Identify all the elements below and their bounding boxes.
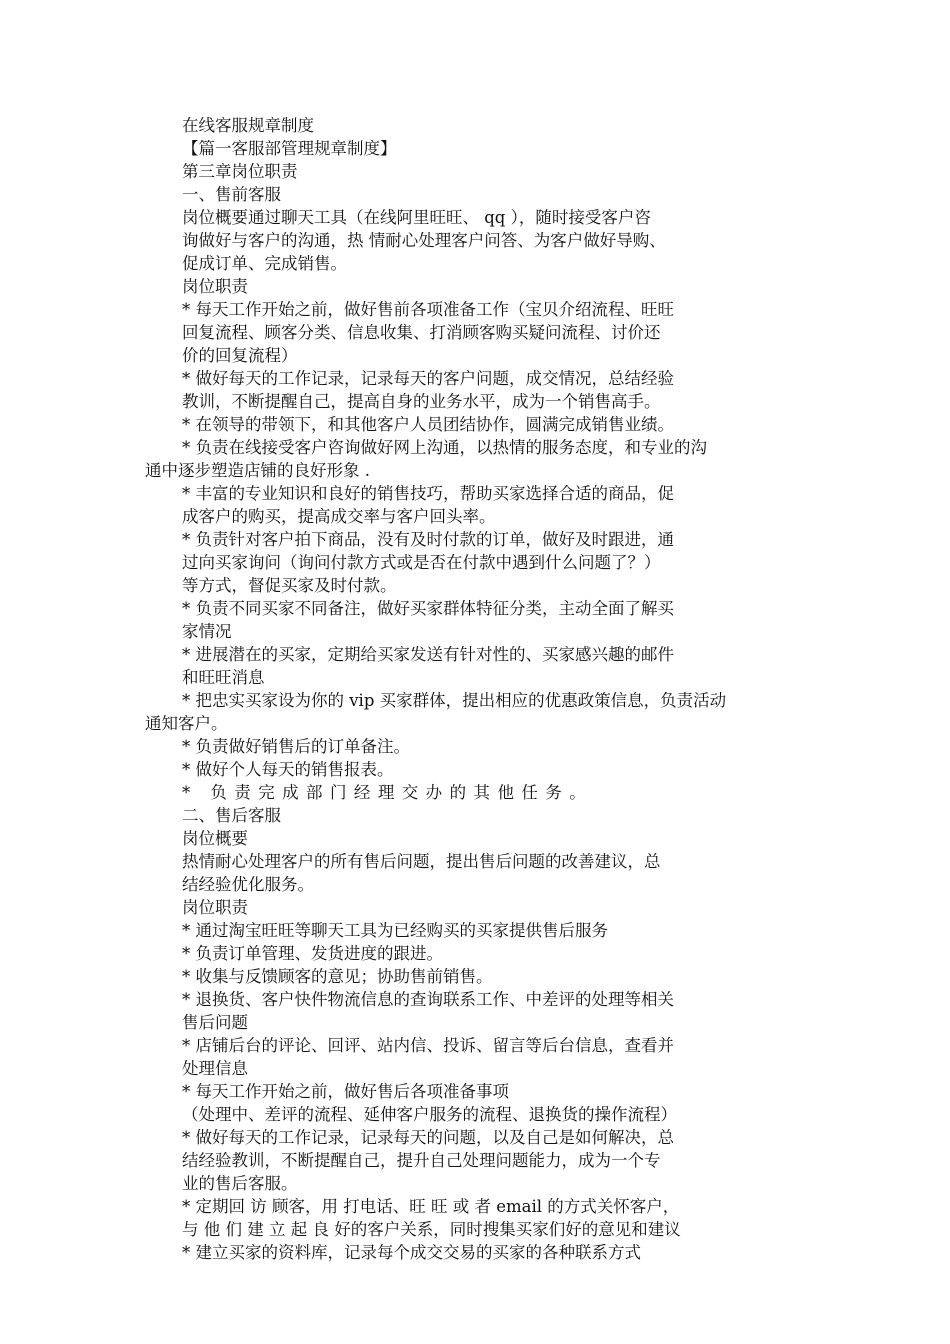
text-line: * 做好个人每天的销售报表。 — [182, 760, 394, 779]
text-line: 岗位职责 — [182, 277, 248, 296]
text-line: * 收集与反馈顾客的意见；协助售前销售。 — [182, 967, 493, 986]
text-line: * 通过淘宝旺旺等聊天工具为已经购买的买家提供售后服务 — [182, 921, 608, 940]
text-line: * 每天工作开始之前，做好售前各项准备工作（宝贝介绍流程、旺旺 — [182, 300, 674, 319]
text-line: 岗位概要通过聊天工具（在线阿里旺旺、 qq ），随时接受客户咨 — [182, 208, 651, 227]
text-line: 结经验教训，不断提醒自己，提升自己处理问题能力，成为一个专 — [182, 1151, 661, 1170]
text-line: 处理信息 — [182, 1059, 248, 1078]
text-line: 询做好与客户的沟通，热 情耐心处理客户问答、为客户做好导购、 — [182, 231, 666, 250]
text-line: * 做好每天的工作记录，记录每天的问题，以及自己是如何解决，总 — [182, 1128, 674, 1147]
text-line: * 负责完成部门经理交办的其他任务。 — [182, 783, 594, 802]
text-line: （处理中、差评的流程、延伸客户服务的流程、退换货的操作流程） — [182, 1105, 677, 1124]
text-line: * 退换货、客户快件物流信息的查询联系工作、中差评的处理等相关 — [182, 990, 674, 1009]
text-line: * 每天工作开始之前，做好售后各项准备事项 — [182, 1082, 509, 1101]
text-line: * 负责针对客户拍下商品，没有及时付款的订单，做好及时跟进，通 — [182, 530, 674, 549]
text-line: 成客户的购买，提高成交率与客户回头率。 — [182, 507, 496, 526]
text-line: * 建立买家的资料库，记录每个成交交易的买家的各种联系方式 — [182, 1243, 641, 1262]
text-line: * 负责订单管理、发货进度的跟进。 — [182, 944, 443, 963]
text-line: 结经验优化服务。 — [182, 875, 314, 894]
text-line: 岗位概要 — [182, 829, 248, 848]
subsection-heading: 一、售前客服 — [182, 185, 281, 204]
text-line: * 店铺后台的评论、回评、站内信、投诉、留言等后台信息，查看并 — [182, 1036, 674, 1055]
text-line: 热情耐心处理客户的所有售后问题，提出售后问题的改善建议，总 — [182, 852, 661, 871]
text-line: 通中逐步塑造店铺的良好形象 . — [145, 461, 370, 480]
text-line: * 把忠实买家设为你的 vip 买家群体，提出相应的优惠政策信息，负责活动 — [182, 691, 727, 710]
text-line: 售后问题 — [182, 1013, 248, 1032]
text-line: * 进展潜在的买家，定期给买家发送有针对性的、买家感兴趣的邮件 — [182, 645, 674, 664]
text-line: 价的回复流程） — [182, 346, 298, 365]
text-line: 教训，不断提醒自己，提高自身的业务水平，成为一个销售高手。 — [182, 392, 661, 411]
text-line: 等方式，督促买家及时付款。 — [182, 576, 397, 595]
text-line: 与 他 们 建 立 起 良 好的客户关系，同时搜集买家们好的意见和建议 — [182, 1220, 681, 1239]
text-line: 家情况 — [182, 622, 232, 641]
text-line: 回复流程、顾客分类、信息收集、打消顾客购买疑问流程、讨价还 — [182, 323, 661, 342]
text-line: 业的售后客服。 — [182, 1174, 298, 1193]
text-line: * 在领导的带领下，和其他客户人员团结协作，圆满完成销售业绩。 — [182, 415, 674, 434]
text-line: 过向买家询问（询问付款方式或是否在付款中遇到什么问题了？） — [182, 553, 661, 572]
text-line: * 负责不同买家不同备注，做好买家群体特征分类，主动全面了解买 — [182, 599, 674, 618]
text-line: 和旺旺消息 — [182, 668, 265, 687]
document-title: 在线客服规章制度 — [182, 116, 314, 135]
text-line: 通知客户。 — [145, 714, 228, 733]
text-line: * 做好每天的工作记录，记录每天的客户问题，成交情况，总结经验 — [182, 369, 674, 388]
text-line: 岗位职责 — [182, 898, 248, 917]
chapter-heading: 第三章岗位职责 — [182, 162, 298, 181]
text-line: * 负责在线接受客户咨询做好网上沟通，以热情的服务态度，和专业的沟 — [182, 438, 707, 457]
text-line: 促成订单、完成销售。 — [182, 254, 347, 273]
text-line: * 丰富的专业知识和良好的销售技巧，帮助买家选择合适的商品，促 — [182, 484, 674, 503]
text-line: * 负责做好销售后的订单备注。 — [182, 737, 410, 756]
section-heading: 【篇一客服部管理规章制度】 — [182, 139, 397, 158]
subsection-heading: 二、售后客服 — [182, 806, 281, 825]
text-line: * 定期回 访 顾客，用 打电话、旺 旺 或 者 email 的方式关怀客户， — [182, 1197, 680, 1216]
